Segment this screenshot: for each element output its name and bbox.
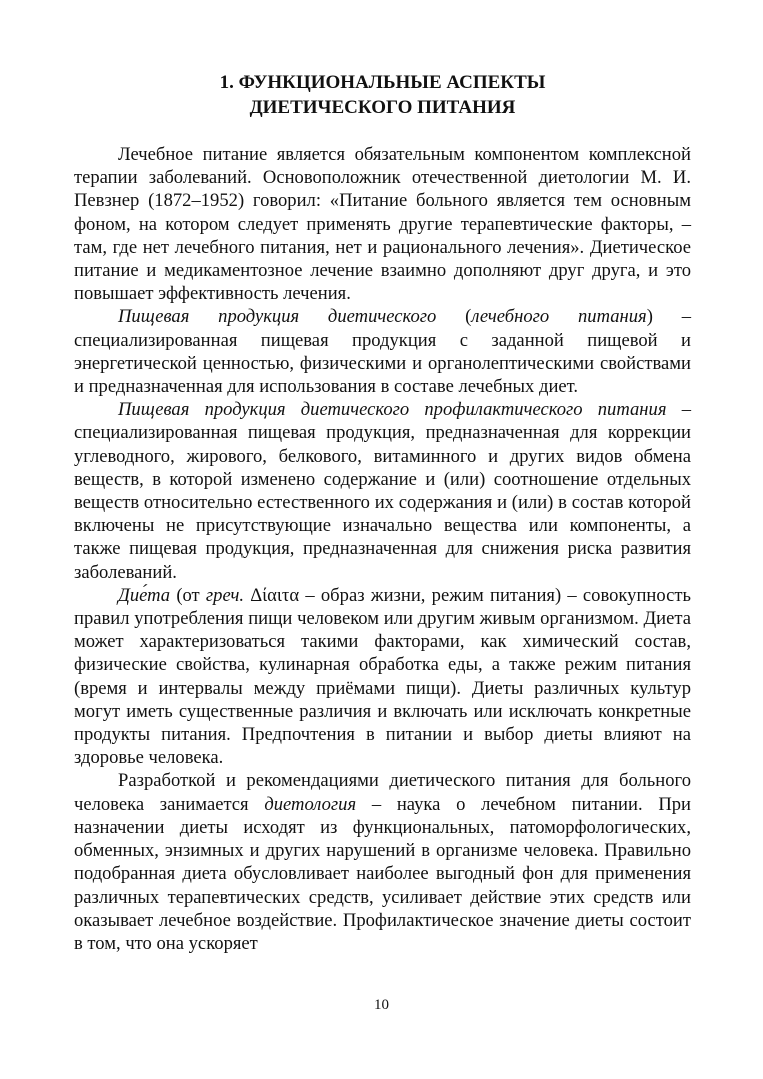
greek-label: греч. (205, 584, 244, 606)
term-dietary-product: Пищевая продукция диетического (118, 306, 437, 328)
term-dietology: диетология (264, 793, 357, 815)
diet-etymology-prefix: (от (170, 584, 206, 606)
page-content (74, 70, 691, 955)
paragraph-preventive-product (74, 398, 691, 584)
chapter-title-line-1: 1. ФУНКЦИОНАЛЬНЫЕ АСПЕКТЫ (219, 72, 546, 93)
paragraph-dietary-product (74, 305, 691, 398)
dietology-lead: Разработкой и рекомендациями диетического питания для больного человека занимается (74, 770, 691, 815)
definition-dietary-product: – специализированная пищевая продукция с заданной пищевой и энергетической ценностью, физическими и органолептическими свойствами и предназначенная для использования в составе лечебных диет. (74, 306, 692, 398)
paragraph-intro (74, 143, 691, 305)
paragraph-diet-definition (74, 584, 691, 770)
definition-preventive-product: – специализированная пищевая продукция, предназначенная для коррекции углеводного, жирового, белкового, витаминного и других видов обмена веществ, в которой изменено содержание и (или) соотношение отдельных веществ относительно естественного их содержания и (или) в состав которой включены не присутствующие изначально вещества или компоненты, а также пищевая продукция, предназначенная для снижения риска развития заболеваний. (74, 399, 691, 583)
term-diet: Дие́та (118, 584, 171, 606)
paragraph-dietology (74, 769, 691, 955)
dietology-description: – наука о лечебном питании. При назначении диеты исходят из функциональных, патоморфологических, обменных, энзимных и других нарушений в организме человека. Правильно подобранная диета обусловливает наиболее выгодный фон для применения различных терапевтических средств, усиливает действие этих средств или оказывает лечебное воздействие. Профилактическое значение диеты состоит в том, что она ускоряет (74, 793, 691, 954)
definition-diet: Δίαιτα – образ жизни, режим питания) – совокупность правил употребления пищи человеком или другим живым организмом. Диета может характеризоваться такими факторами, как химический состав, физические свойства, кулинарная обработка еды, а также режим питания (время и интервалы между приёмами пищи). Диеты различных культур могут иметь существенные различия и включать или исключать конкретные продукты питания. Предпочтения в питании и выбор диеты влияют на здоровье человека. (74, 584, 691, 769)
term-paren-close: ) (646, 306, 653, 328)
paragraph-intro-text: Лечебное питание является обязательным компонентом комплексной терапии заболеваний. Основоположник отечественной диетологии М. И. Певзнер (1872–1952) говорил: «Питание больного является тем основным фоном, на котором следует применять другие терапевтические факторы, – там, где нет лечебного питания, нет и рационального лечения». Диетическое питание и медикаментозное лечение взаимно дополняют друг друга, и это повышает эффективность лечения. (74, 144, 691, 305)
chapter-title-line-2: ДИЕТИЧЕСКОГО ПИТАНИЯ (249, 97, 516, 118)
chapter-title (74, 70, 691, 120)
term-paren-open: ( (436, 306, 472, 328)
page-number: 10 (374, 997, 389, 1013)
term-therapeutic-nutrition: лечебного питания (471, 306, 647, 328)
term-preventive-product: Пищевая продукция диетического профилактического питания (118, 399, 667, 421)
